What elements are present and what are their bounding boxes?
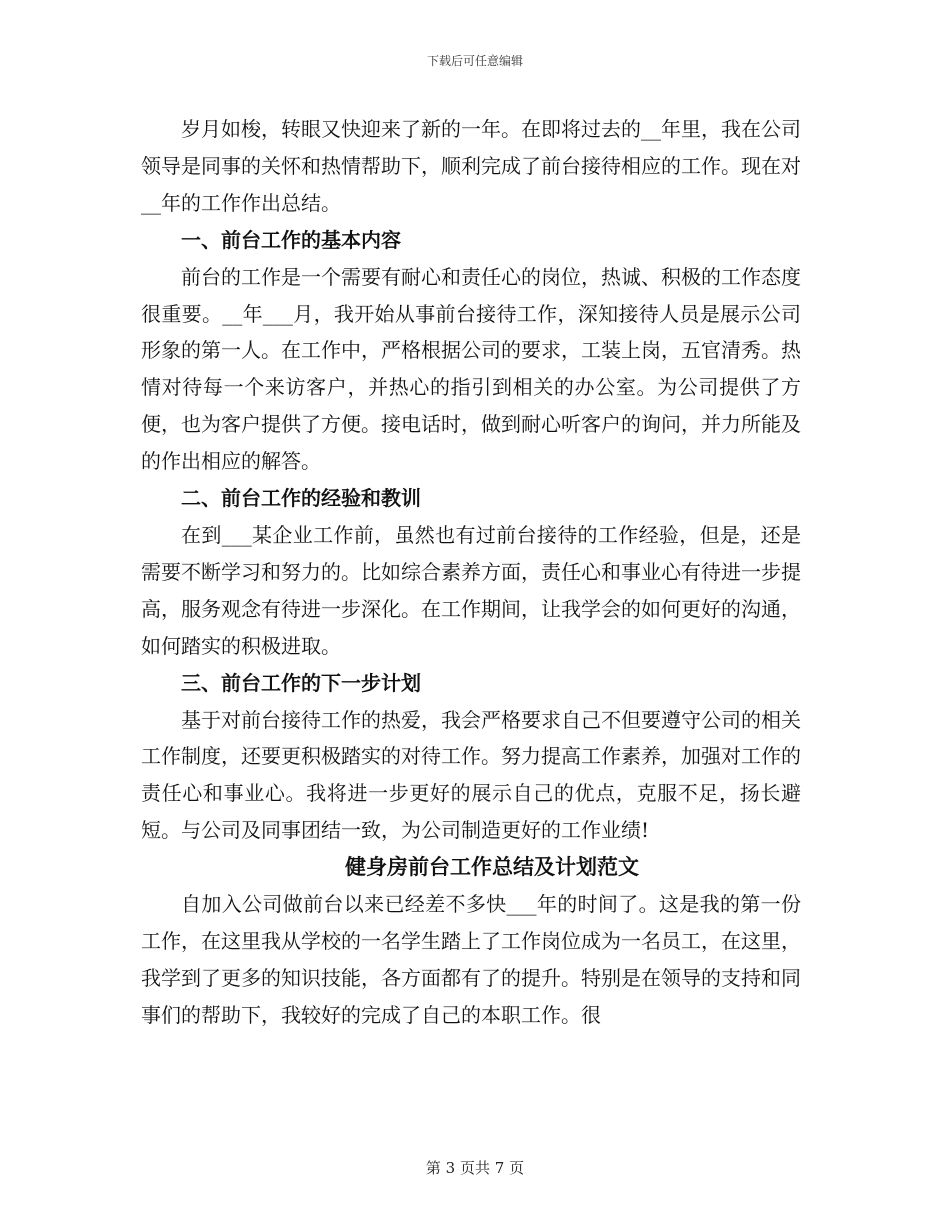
section-3-paragraph: 基于对前台接待工作的热爱，我会严格要求自己不但要遵守公司的相关工作制度，还要更积极踏实的对待工作。努力提高工作素养，加强对工作的责任心和事业心。我将进一步更好的展示自己的优点，克服不足，扬长避短。与公司及同事团结一致，为公司制造更好的工作业绩! — [141, 707, 801, 843]
article-2-title: 健身房前台工作总结及计划范文 — [345, 854, 639, 880]
page-header-note: 下载后可任意编辑 — [426, 54, 523, 68]
section-1-heading: 一、前台工作的基本内容 — [181, 227, 401, 252]
section-1-paragraph: 前台的工作是一个需要有耐心和责任心的岗位，热诚、积极的工作态度很重要。__年___月，我开始从事前台接待工作，深知接待人员是展示公司形象的第一人。在工作中，严格根据公司的要求，工装上岗，五官清秀。热情对待每一个来访客户，并热心的指引到相关的办公室。为公司提供了方便，也为客户提供了方便。接电话时，做到耐心听客户的询问，并力所能及的作出相应的解答。 — [141, 264, 801, 474]
intro-paragraph: 岁月如梭，转眼又快迎来了新的一年。在即将过去的__年里，我在公司领导是同事的关怀和热情帮助下，顺利完成了前台接待相应的工作。现在对__年的工作作出总结。 — [141, 117, 801, 215]
article-2-intro-paragraph: 自加入公司做前台以来已经差不多快___年的时间了。这是我的第一份工作，在这里我从学校的一名学生踏上了工作岗位成为一名员工，在这里，我学到了更多的知识技能，各方面都有了的提升。特别是在领导的支持和同事们的帮助下，我较好的完成了自己的本职工作。很 — [141, 892, 801, 1027]
section-2-heading: 二、前台工作的经验和教训 — [181, 486, 421, 511]
page-number: 第 3 页共 7 页 — [425, 1159, 525, 1177]
document-body — [141, 111, 801, 1034]
section-3-heading: 三、前台工作的下一步计划 — [181, 670, 421, 695]
section-2-paragraph: 在到___某企业工作前，虽然也有过前台接待的工作经验，但是，还是需要不断学习和努力的。比如综合素养方面，责任心和事业心有待进一步提高，服务观念有待进一步深化。在工作期间，让我学会的如何更好的沟通，如何踏实的积极进取。 — [141, 522, 801, 658]
